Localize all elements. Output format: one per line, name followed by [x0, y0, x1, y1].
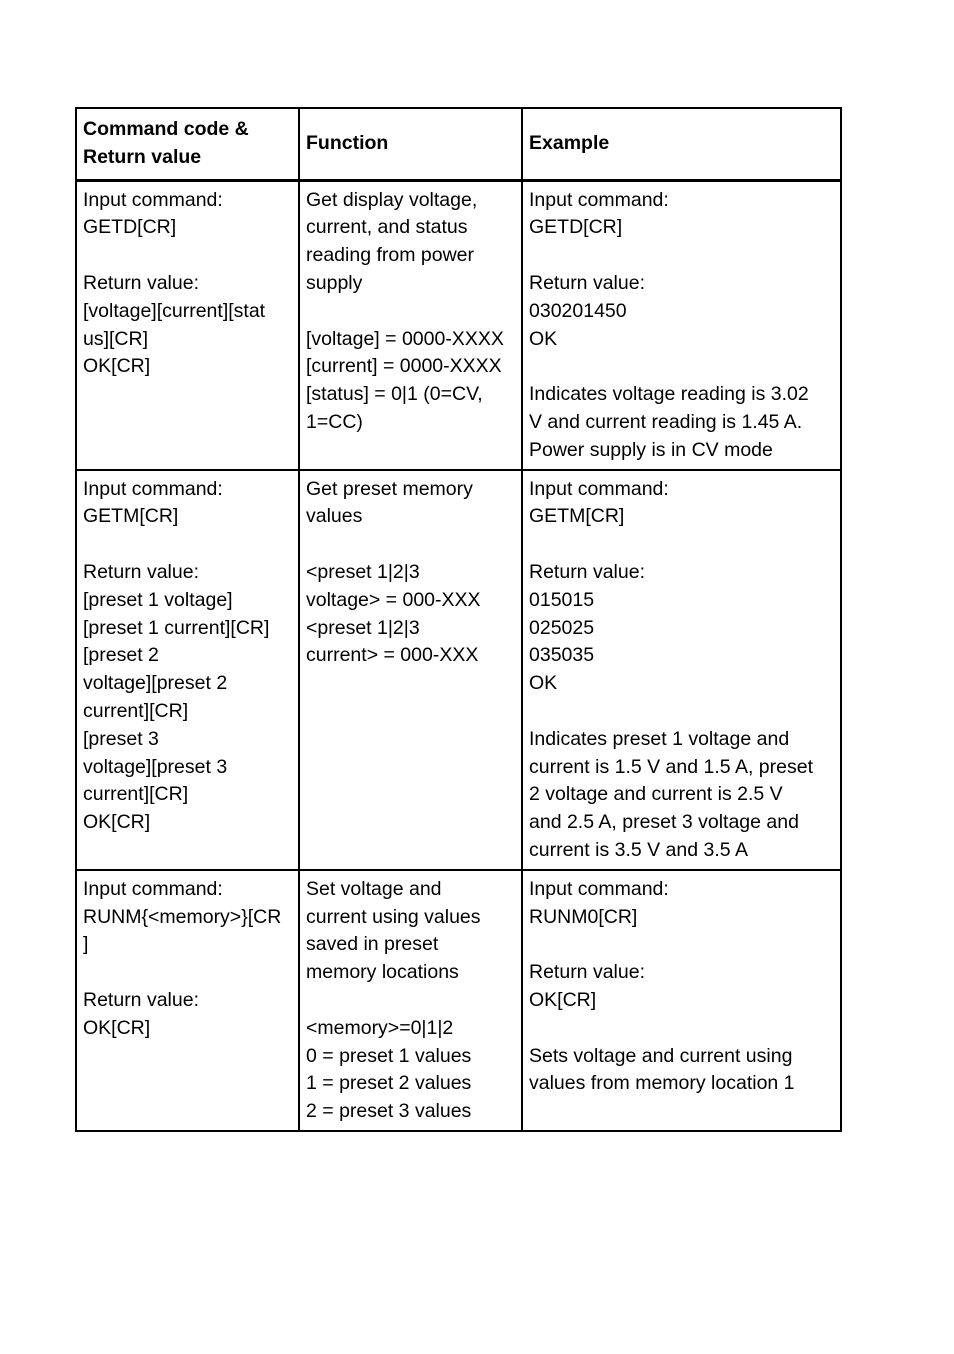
cell-line: 1 = preset 2 values	[306, 1072, 472, 1095]
cell-line: [current] = 0000-XXXX	[306, 355, 502, 378]
table-row	[76, 870, 841, 1131]
cell-line: [preset 2	[83, 644, 159, 667]
cell-line: and 2.5 A, preset 3 voltage and	[529, 811, 799, 834]
cell-line: supply	[306, 271, 363, 294]
cell-line: 015015	[529, 588, 595, 611]
cell-line	[83, 959, 292, 987]
cell-line: Return value:	[529, 560, 645, 583]
cell-line: values	[306, 505, 363, 528]
cell-line: GETD[CR]	[529, 216, 623, 239]
cell-line	[529, 242, 834, 270]
cell-line: Input command:	[529, 877, 669, 900]
cell-line: Indicates preset 1 voltage and	[529, 727, 790, 750]
cell-line	[529, 698, 834, 726]
cell-line: voltage][preset 3	[83, 755, 228, 778]
command-table	[75, 107, 842, 1132]
cell-line: 2 voltage and current is 2.5 V	[529, 783, 783, 806]
cell-line: 035035	[529, 644, 595, 667]
cell-line: V and current reading is 1.45 A.	[529, 410, 803, 433]
cell-line: current, and status	[306, 216, 468, 239]
function-cell	[299, 870, 522, 1131]
cell-line: Input command:	[83, 877, 223, 900]
cell-line: voltage][preset 2	[83, 672, 228, 695]
command-cell	[76, 180, 299, 469]
example-cell	[522, 470, 841, 870]
cell-line: RUNM{<memory>}[CR	[83, 905, 282, 928]
cell-line	[83, 531, 292, 559]
command-cell	[76, 870, 299, 1131]
cell-line: Return value:	[529, 961, 645, 984]
cell-line	[529, 1015, 834, 1043]
cell-line: Return value:	[83, 988, 199, 1011]
cell-line: <preset 1|2|3	[306, 560, 420, 583]
header-line: Example	[529, 131, 610, 154]
cell-line: <preset 1|2|3	[306, 616, 420, 639]
cell-line: Input command:	[529, 477, 669, 500]
cell-line: [voltage] = 0000-XXXX	[306, 327, 504, 350]
cell-line: 1=CC)	[306, 410, 363, 433]
cell-line	[306, 531, 515, 559]
example-cell	[522, 870, 841, 1131]
header-command-return	[76, 108, 299, 180]
cell-line	[529, 531, 834, 559]
cell-line: OK	[529, 672, 558, 695]
cell-line: current][CR]	[83, 699, 189, 722]
cell-line: OK[CR]	[83, 811, 151, 834]
table-row	[76, 180, 841, 469]
cell-line	[306, 298, 515, 326]
cell-line	[529, 931, 834, 959]
cell-line: Power supply is in CV mode	[529, 438, 773, 461]
header-line: Command code &	[83, 118, 249, 140]
cell-line: voltage> = 000-XXX	[306, 588, 481, 611]
cell-line: OK	[529, 327, 558, 350]
cell-line: <memory>=0|1|2	[306, 1016, 454, 1039]
cell-line: current using values	[306, 905, 481, 928]
header-line: Function	[306, 131, 389, 154]
cell-line: 2 = preset 3 values	[306, 1100, 472, 1123]
cell-line: Get display voltage,	[306, 188, 478, 211]
command-cell	[76, 470, 299, 870]
cell-line: Return value:	[83, 560, 199, 583]
cell-line: 025025	[529, 616, 595, 639]
cell-line: 030201450	[529, 299, 627, 322]
cell-line: [status] = 0|1 (0=CV,	[306, 383, 483, 406]
cell-line	[83, 242, 292, 270]
cell-line: Input command:	[83, 188, 223, 211]
cell-line: OK[CR]	[83, 1016, 151, 1039]
cell-line: values from memory location 1	[529, 1072, 795, 1095]
cell-line: saved in preset	[306, 933, 439, 956]
cell-line: us][CR]	[83, 327, 149, 350]
cell-line: GETM[CR]	[83, 505, 179, 528]
cell-line: current> = 000-XXX	[306, 644, 479, 667]
cell-line: current][CR]	[83, 783, 189, 806]
example-cell	[522, 180, 841, 469]
cell-line: [preset 1 voltage]	[83, 588, 233, 611]
cell-line: [preset 1 current][CR]	[83, 616, 270, 639]
header-example	[522, 108, 841, 180]
header-function	[299, 108, 522, 180]
cell-line: GETD[CR]	[83, 216, 177, 239]
cell-line: reading from power	[306, 244, 474, 267]
cell-line: GETM[CR]	[529, 505, 625, 528]
cell-line: current is 1.5 V and 1.5 A, preset	[529, 755, 813, 778]
cell-line: 0 = preset 1 values	[306, 1044, 472, 1067]
cell-line: Return value:	[83, 271, 199, 294]
header-row	[76, 108, 841, 180]
cell-line: Return value:	[529, 271, 645, 294]
cell-line: Input command:	[83, 477, 223, 500]
function-cell	[299, 180, 522, 469]
cell-line	[306, 987, 515, 1015]
cell-line: current is 3.5 V and 3.5 A	[529, 838, 748, 861]
cell-line: OK[CR]	[83, 355, 151, 378]
function-cell	[299, 470, 522, 870]
header-line: Return value	[83, 145, 202, 168]
cell-line: ]	[83, 933, 89, 956]
table-row	[76, 470, 841, 870]
cell-line: Set voltage and	[306, 877, 442, 900]
cell-line: Input command:	[529, 188, 669, 211]
cell-line: [voltage][current][stat	[83, 299, 266, 322]
cell-line: Get preset memory	[306, 477, 473, 500]
cell-line: Sets voltage and current using	[529, 1044, 793, 1067]
cell-line: memory locations	[306, 961, 459, 984]
cell-line: Indicates voltage reading is 3.02	[529, 383, 809, 406]
cell-line: [preset 3	[83, 727, 159, 750]
cell-line: OK[CR]	[529, 988, 597, 1011]
cell-line: RUNM0[CR]	[529, 905, 638, 928]
cell-line	[529, 353, 834, 381]
